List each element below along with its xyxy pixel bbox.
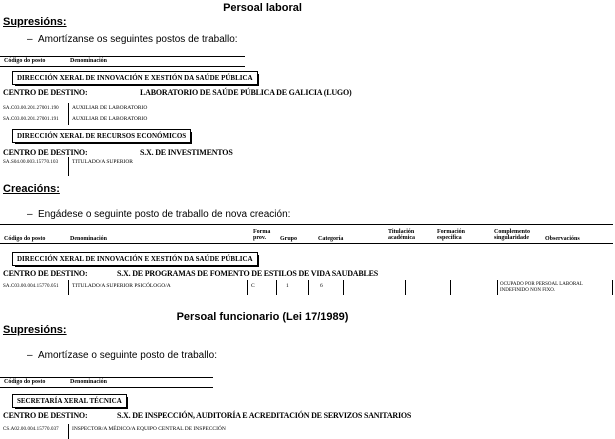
cell-grupo: 1	[286, 283, 289, 289]
post-code: SA.C03.00.201.27001.190	[3, 106, 59, 111]
post-code: SA.S04.00.003.15770.103	[3, 160, 59, 165]
cell-forma-prov: C	[251, 283, 255, 289]
column-header-denominacion: Denominación	[70, 379, 108, 385]
bullet-dash: –	[27, 350, 33, 361]
column-divider-line	[497, 280, 498, 295]
bullet-dash: –	[27, 209, 33, 220]
column-divider-line	[68, 157, 69, 176]
table-rule-line	[0, 66, 245, 67]
column-header-denominacion: Denominación	[70, 58, 108, 64]
column-header-line: específica	[437, 235, 462, 241]
column-header-forma-prov	[253, 229, 270, 241]
table-rule-line	[0, 377, 213, 378]
heading-supresions-laboral: Supresións:	[3, 16, 67, 28]
table-rule-line	[0, 387, 213, 388]
column-divider-line	[405, 280, 406, 295]
column-divider-line	[68, 103, 69, 125]
column-header-codigo: Código do posto	[4, 379, 46, 385]
column-header-line: prov.	[253, 235, 267, 241]
centro-destino-value: S.X. DE INSPECCIÓN, AUDITORÍA E ACREDITACIÓN DE SERVIZOS SANITARIOS	[117, 411, 412, 420]
post-denomination: TITULADO/A SUPERIOR PSICÓLOGO/A	[72, 283, 171, 289]
column-header-categoria: Categoría	[318, 236, 344, 242]
centro-destino-value: LABORATORIO DE SAÚDE PÚBLICA DE GALICIA (LUGO)	[140, 88, 352, 97]
column-header-line: Formación	[437, 229, 465, 235]
column-divider-line	[68, 424, 69, 439]
column-header-formacion	[437, 229, 465, 241]
column-divider-line	[247, 280, 248, 295]
table-rule-line	[0, 56, 245, 57]
column-header-line: Forma	[253, 229, 271, 235]
column-divider-line	[612, 280, 613, 295]
centro-destino-label: CENTRO DE DESTINO:	[3, 148, 88, 157]
bullet-text-supresions-laboral: Amortízanse os seguintes postos de traballo:	[38, 34, 238, 45]
column-header-grupo: Grupo	[280, 236, 298, 242]
post-code: SA.C03.00.201.27001.191	[3, 117, 59, 122]
column-header-codigo: Código do posto	[4, 58, 46, 64]
post-denomination: AUXILIAR DE LABORATORIO	[72, 105, 148, 111]
column-header-line: Complemento	[494, 229, 530, 235]
post-denomination: AUXILIAR DE LABORATORIO	[72, 116, 148, 122]
section-title-persoal-laboral: Persoal laboral	[223, 2, 302, 14]
section-title-persoal-funcionario: Persoal funcionario (Lei 17/1989)	[176, 311, 349, 323]
column-header-line: singularidade	[494, 235, 530, 241]
cell-observacions-line2: INDEFINIDO NON FIXO.	[500, 288, 556, 293]
direction-box: DIRECCIÓN XERAL DE INNOVACIÓN E XESTIÓN DA SAÚDE PÚBLICA	[12, 71, 258, 85]
centro-destino-value: S.X. DE INVESTIMENTOS	[140, 148, 233, 157]
column-divider-line	[276, 280, 277, 295]
column-divider-line	[308, 280, 309, 295]
post-code: SA.C03.00.004.15770.051	[3, 284, 59, 289]
table-rule-line	[0, 224, 613, 225]
direction-box: SECRETARÍA XERAL TÉCNICA	[12, 394, 127, 408]
cell-categoria: 6	[320, 283, 323, 289]
heading-creacions: Creacións:	[3, 183, 60, 195]
column-header-line: académica	[388, 235, 415, 241]
column-header-titulacion	[388, 229, 415, 241]
heading-supresions-funcionario: Supresións:	[3, 324, 67, 336]
centro-destino-label: CENTRO DE DESTINO:	[3, 88, 88, 97]
centro-destino-label: CENTRO DE DESTINO:	[3, 411, 88, 420]
column-divider-line	[450, 280, 451, 295]
column-divider-line	[68, 280, 69, 295]
column-header-line: Titulación	[388, 229, 415, 235]
direction-box: DIRECCIÓN XERAL DE INNOVACIÓN E XESTIÓN DA SAÚDE PÚBLICA	[12, 252, 258, 266]
column-header-codigo: Código do posto	[4, 236, 46, 242]
post-denomination: INSPECTOR/A MÉDICO/A EQUIPO CENTRAL DE INSPECCIÓN	[72, 426, 226, 432]
bullet-text-supresions-funcionario: Amortízase o seguinte posto de traballo:	[38, 350, 217, 361]
column-header-complemento	[494, 229, 530, 241]
post-code: CS.A02.00.004.15770.037	[3, 427, 59, 432]
column-header-observacions: Observacións	[545, 236, 580, 242]
bullet-text-creacions: Engádese o seguinte posto de traballo de nova creación:	[38, 209, 291, 220]
bullet-dash: –	[27, 34, 33, 45]
post-denomination: TITULADO/A SUPERIOR	[72, 159, 133, 165]
centro-destino-label: CENTRO DE DESTINO:	[3, 269, 88, 278]
column-header-denominacion: Denominación	[70, 236, 108, 242]
column-divider-line	[343, 280, 344, 295]
direction-box: DIRECCIÓN XERAL DE RECURSOS ECONÓMICOS	[12, 129, 191, 143]
centro-destino-value: S.X. DE PROGRAMAS DE FOMENTO DE ESTILOS DE VIDA SAUDABLES	[117, 269, 379, 278]
table-rule-line	[0, 243, 613, 244]
cell-observacions-line1: OCUPADO POR PERSOAL LABORAL	[500, 282, 583, 287]
